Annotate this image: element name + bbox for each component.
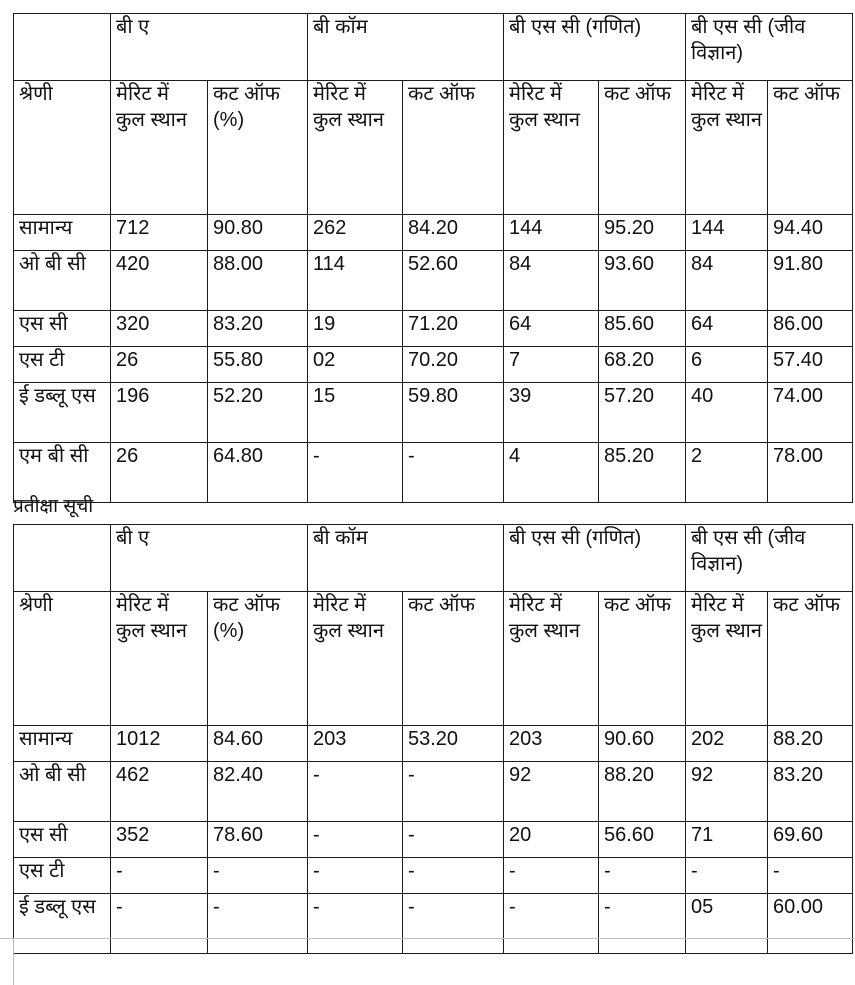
- subheader-bscmath-seats: मेरिट में कुल स्थान: [504, 81, 599, 215]
- cell-bscbio-seats: 40: [686, 383, 768, 443]
- cell-bscmath-cutoff: -: [599, 858, 686, 894]
- cell-bscbio-cutoff: -: [768, 858, 853, 894]
- cell-ba-cutoff: 52.20: [208, 383, 308, 443]
- cell-bscmath-cutoff: 88.20: [599, 762, 686, 822]
- table-row: [14, 443, 853, 503]
- cell-bscmath-cutoff: 95.20: [599, 215, 686, 251]
- cell-bscbio-seats: 202: [686, 726, 768, 762]
- cell-bscbio-cutoff: 88.20: [768, 726, 853, 762]
- cell-ba-cutoff: 55.80: [208, 347, 308, 383]
- cell-ba-seats: 352: [111, 822, 208, 858]
- cell-bcom-seats: -: [308, 762, 403, 822]
- course-header-bsc-bio: बी एस सी (जीव विज्ञान): [686, 525, 853, 592]
- cell-ba-seats: 712: [111, 215, 208, 251]
- cell-bcom-seats: 203: [308, 726, 403, 762]
- row-category: एस टी: [14, 347, 111, 383]
- table-row: [14, 383, 853, 443]
- subheader-bscmath-cutoff: कट ऑफ: [599, 81, 686, 215]
- course-header-ba: बी ए: [111, 525, 308, 592]
- cell-bscbio-cutoff: 57.40: [768, 347, 853, 383]
- cell-bscmath-cutoff: 85.60: [599, 311, 686, 347]
- cell-ba-cutoff: 83.20: [208, 311, 308, 347]
- cell-bscbio-cutoff: 78.00: [768, 443, 853, 503]
- row-category: ओ बी सी: [14, 762, 111, 822]
- cell-bscbio-cutoff: 94.40: [768, 215, 853, 251]
- merit-list-table: [13, 13, 853, 503]
- subheader-bcom-cutoff: कट ऑफ: [403, 592, 504, 726]
- cell-bcom-seats: 114: [308, 251, 403, 311]
- cell-bscmath-cutoff: -: [599, 894, 686, 954]
- waiting-list-table: [13, 524, 853, 954]
- cell-bscmath-seats: 7: [504, 347, 599, 383]
- subheader-bcom-seats: मेरिट में कुल स्थान: [308, 592, 403, 726]
- course-header-row: [14, 14, 853, 81]
- cell-ba-cutoff: 88.00: [208, 251, 308, 311]
- cell-bcom-seats: 15: [308, 383, 403, 443]
- course-header-bcom: बी कॉम: [308, 525, 504, 592]
- subheader-category: श्रेणी: [14, 592, 111, 726]
- cell-bcom-seats: -: [308, 858, 403, 894]
- cell-bcom-cutoff: 52.60: [403, 251, 504, 311]
- table-row: [14, 311, 853, 347]
- cell-bscbio-seats: 05: [686, 894, 768, 954]
- subheader-bcom-cutoff: कट ऑफ: [403, 81, 504, 215]
- cell-ba-seats: 320: [111, 311, 208, 347]
- subheader-bcom-seats: मेरिट में कुल स्थान: [308, 81, 403, 215]
- row-category: ई डब्लू एस: [14, 894, 111, 954]
- row-category: एस सी: [14, 311, 111, 347]
- page-left-rule: [13, 938, 14, 985]
- cell-ba-cutoff: 82.40: [208, 762, 308, 822]
- table-row: [14, 215, 853, 251]
- subheader-ba-cutoff: कट ऑफ (%): [208, 81, 308, 215]
- cell-bcom-cutoff: -: [403, 894, 504, 954]
- cell-ba-cutoff: -: [208, 858, 308, 894]
- cell-ba-seats: 26: [111, 347, 208, 383]
- cell-bscmath-seats: 39: [504, 383, 599, 443]
- cell-bscmath-cutoff: 57.20: [599, 383, 686, 443]
- cell-bcom-seats: -: [308, 443, 403, 503]
- cell-bscmath-seats: 64: [504, 311, 599, 347]
- row-category: ओ बी सी: [14, 251, 111, 311]
- header-corner-cell: [14, 525, 111, 592]
- cell-bscbio-seats: -: [686, 858, 768, 894]
- cell-bscmath-cutoff: 85.20: [599, 443, 686, 503]
- row-category: एस टी: [14, 858, 111, 894]
- row-category: ई डब्लू एस: [14, 383, 111, 443]
- row-category: सामान्य: [14, 215, 111, 251]
- cell-bscmath-seats: -: [504, 858, 599, 894]
- cell-ba-seats: 1012: [111, 726, 208, 762]
- subheader-bscmath-seats: मेरिट में कुल स्थान: [504, 592, 599, 726]
- table-row: [14, 251, 853, 311]
- cell-bscmath-seats: 20: [504, 822, 599, 858]
- table-row: [14, 822, 853, 858]
- cell-bscbio-cutoff: 86.00: [768, 311, 853, 347]
- subheader-bscbio-cutoff: कट ऑफ: [768, 592, 853, 726]
- cell-bscbio-cutoff: 69.60: [768, 822, 853, 858]
- subheader-row: [14, 592, 853, 726]
- table-row: [14, 347, 853, 383]
- cell-ba-seats: -: [111, 894, 208, 954]
- cell-bcom-cutoff: -: [403, 762, 504, 822]
- subheader-ba-seats: मेरिट में कुल स्थान: [111, 81, 208, 215]
- cell-bcom-cutoff: -: [403, 858, 504, 894]
- course-header-bcom: बी कॉम: [308, 14, 504, 81]
- cell-bscmath-seats: 4: [504, 443, 599, 503]
- course-header-bsc-bio: बी एस सी (जीव विज्ञान): [686, 14, 853, 81]
- cell-bcom-cutoff: 71.20: [403, 311, 504, 347]
- table-row: [14, 858, 853, 894]
- cell-bscmath-seats: 84: [504, 251, 599, 311]
- cell-bscmath-seats: 92: [504, 762, 599, 822]
- cell-bscbio-cutoff: 60.00: [768, 894, 853, 954]
- cell-bcom-cutoff: 59.80: [403, 383, 504, 443]
- cell-ba-seats: 420: [111, 251, 208, 311]
- table-row: [14, 894, 853, 954]
- cell-bscbio-cutoff: 91.80: [768, 251, 853, 311]
- cell-bscbio-seats: 64: [686, 311, 768, 347]
- page-bottom-rule: [0, 938, 855, 939]
- course-header-bsc-math: बी एस सी (गणित): [504, 525, 686, 592]
- cell-bscbio-seats: 84: [686, 251, 768, 311]
- cell-bcom-cutoff: 84.20: [403, 215, 504, 251]
- subheader-bscmath-cutoff: कट ऑफ: [599, 592, 686, 726]
- cell-ba-seats: 462: [111, 762, 208, 822]
- cell-bcom-cutoff: 70.20: [403, 347, 504, 383]
- cell-bcom-seats: 19: [308, 311, 403, 347]
- cell-bscbio-seats: 6: [686, 347, 768, 383]
- cell-bcom-seats: 02: [308, 347, 403, 383]
- cell-bscmath-cutoff: 56.60: [599, 822, 686, 858]
- cell-bscbio-seats: 2: [686, 443, 768, 503]
- cell-bscbio-seats: 92: [686, 762, 768, 822]
- table-row: [14, 762, 853, 822]
- cell-ba-seats: -: [111, 858, 208, 894]
- cell-bscmath-seats: -: [504, 894, 599, 954]
- header-corner-cell: [14, 14, 111, 81]
- row-category: एम बी सी: [14, 443, 111, 503]
- waiting-list-caption: प्रतीक्षा सूची: [13, 496, 94, 517]
- cell-bscmath-seats: 144: [504, 215, 599, 251]
- course-header-bsc-math: बी एस सी (गणित): [504, 14, 686, 81]
- subheader-row: [14, 81, 853, 215]
- row-category: सामान्य: [14, 726, 111, 762]
- subheader-bscbio-seats: मेरिट में कुल स्थान: [686, 592, 768, 726]
- cell-bcom-cutoff: -: [403, 822, 504, 858]
- course-header-ba: बी ए: [111, 14, 308, 81]
- subheader-ba-cutoff: कट ऑफ (%): [208, 592, 308, 726]
- cell-ba-seats: 26: [111, 443, 208, 503]
- subheader-ba-seats: मेरिट में कुल स्थान: [111, 592, 208, 726]
- subheader-category: श्रेणी: [14, 81, 111, 215]
- row-category: एस सी: [14, 822, 111, 858]
- subheader-bscbio-cutoff: कट ऑफ: [768, 81, 853, 215]
- course-header-row: [14, 525, 853, 592]
- cell-bcom-seats: -: [308, 822, 403, 858]
- cell-bscmath-cutoff: 90.60: [599, 726, 686, 762]
- cell-bcom-cutoff: -: [403, 443, 504, 503]
- cell-ba-seats: 196: [111, 383, 208, 443]
- subheader-bscbio-seats: मेरिट में कुल स्थान: [686, 81, 768, 215]
- cell-ba-cutoff: 90.80: [208, 215, 308, 251]
- cell-bscbio-seats: 71: [686, 822, 768, 858]
- cell-bscbio-cutoff: 83.20: [768, 762, 853, 822]
- cell-bscmath-seats: 203: [504, 726, 599, 762]
- cell-ba-cutoff: 64.80: [208, 443, 308, 503]
- cell-bscmath-cutoff: 93.60: [599, 251, 686, 311]
- cell-bcom-cutoff: 53.20: [403, 726, 504, 762]
- cell-bscmath-cutoff: 68.20: [599, 347, 686, 383]
- cell-ba-cutoff: 78.60: [208, 822, 308, 858]
- table-row: [14, 726, 853, 762]
- cell-bcom-seats: -: [308, 894, 403, 954]
- cell-ba-cutoff: -: [208, 894, 308, 954]
- cell-bscbio-seats: 144: [686, 215, 768, 251]
- cell-ba-cutoff: 84.60: [208, 726, 308, 762]
- cell-bcom-seats: 262: [308, 215, 403, 251]
- cell-bscbio-cutoff: 74.00: [768, 383, 853, 443]
